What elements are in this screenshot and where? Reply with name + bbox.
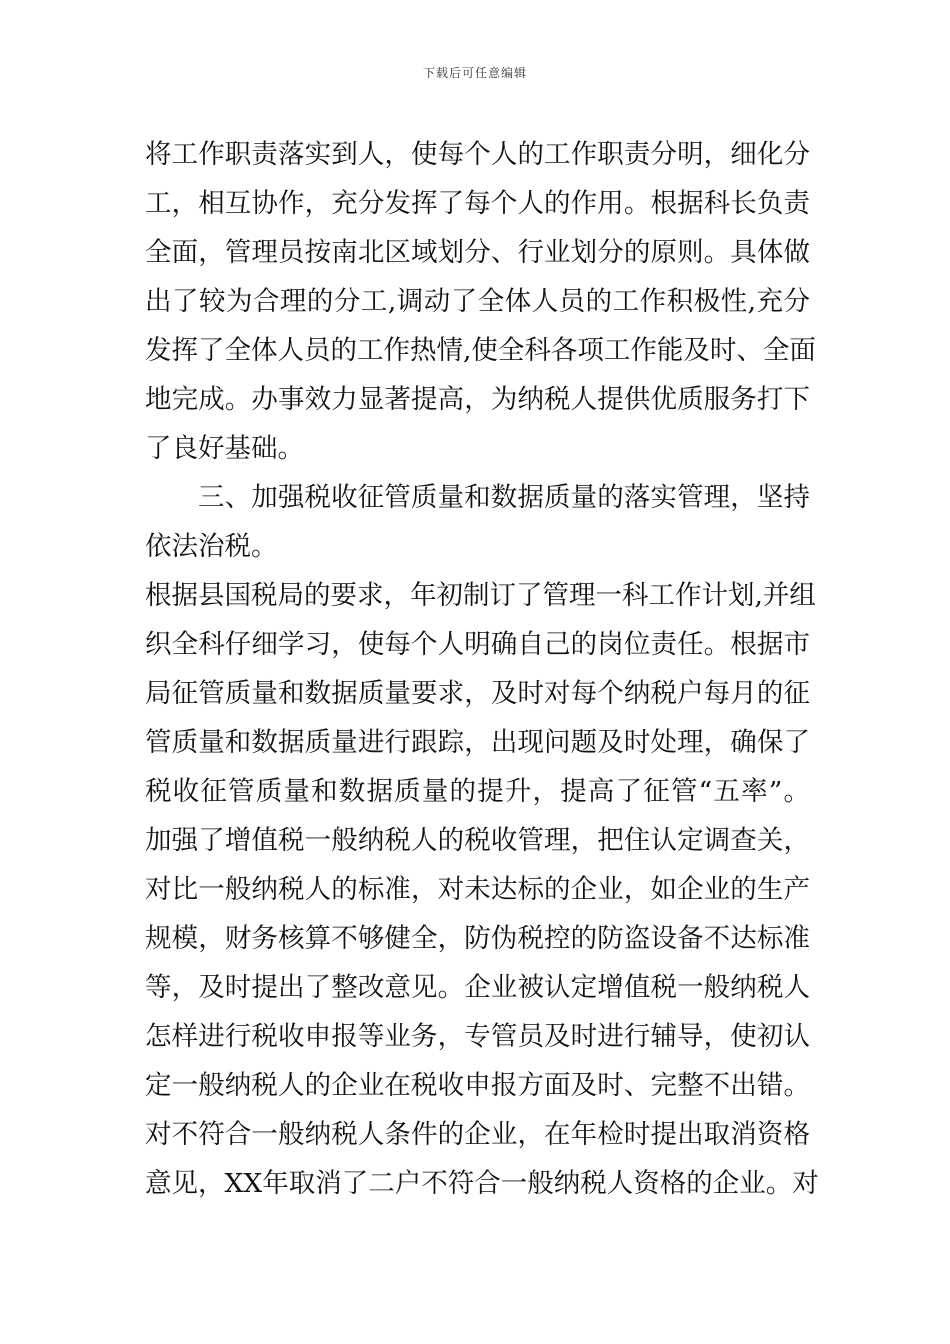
text-line: 根据县国税局的要求，年初制订了管理一科工作计划,并组 [145,580,816,611]
text-line: 了良好基础。 [145,433,304,464]
document-body [145,130,819,1208]
text-line: 等，及时提出了整改意见。企业被认定增值税一般纳税人 [145,972,810,1003]
text-line: 对不符合一般纳税人条件的企业，在年检时提出取消资格 [145,1119,810,1150]
text-line: 全面，管理员按南北区域划分、行业划分的原则。具体做 [145,237,810,268]
text-line: 税收征管质量和数据质量的提升，提高了征管“五率”。 [145,776,810,807]
text-line: 定一般纳税人的企业在税收申报方面及时、完整不出错。 [145,1070,810,1101]
text-line: 依法治税。 [145,531,278,562]
text-line: 将工作职责落实到人，使每个人的工作职责分明，细化分 [145,139,810,170]
text-line: 织全科仔细学习，使每个人明确自己的岗位责任。根据市 [145,629,810,660]
text-line: 意见，XX年取消了二户不符合一般纳税人资格的企业。对 [145,1168,819,1199]
page-header: 下载后可任意编辑 [422,66,527,80]
text-line: 局征管质量和数据质量要求，及时对每个纳税户每月的征 [145,678,810,709]
text-line: 工，相互协作，充分发挥了每个人的作用。根据科长负责 [145,188,810,219]
text-line: 怎样进行税收申报等业务，专管员及时进行辅导，使初认 [145,1021,810,1052]
text-line: 三、加强税收征管质量和数据质量的落实管理，坚持 [198,482,810,513]
text-line: 加强了增值税一般纳税人的税收管理，把住认定调查关， [145,825,810,856]
text-line: 地完成。办事效力显著提高，为纳税人提供优质服务打下 [145,384,810,415]
text-line: 规模，财务核算不够健全，防伪税控的防盗设备不达标准 [145,923,810,954]
text-line: 出了较为合理的分工,调动了全体人员的工作积极性,充分 [145,286,810,317]
text-line: 对比一般纳税人的标准，对未达标的企业，如企业的生产 [145,874,810,905]
text-line: 发挥了全体人员的工作热情,使全科各项工作能及时、全面 [145,335,816,366]
text-line: 管质量和数据质量进行跟踪，出现问题及时处理，确保了 [145,727,810,758]
